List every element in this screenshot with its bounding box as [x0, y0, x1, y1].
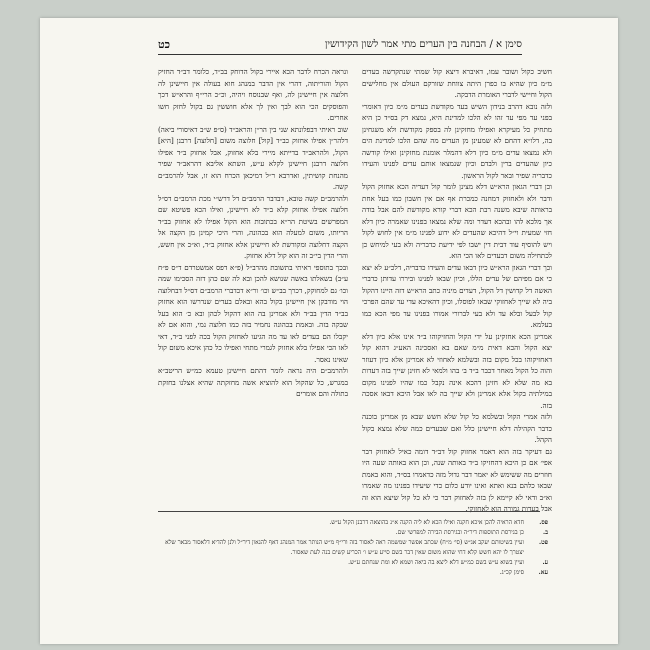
left-text-column — [158, 66, 348, 504]
paragraph: שוב ראיתי דבפלונתא שני בין הר״ן והראב״ד (ס״פ ש״ב דאיסורי ביאה) דלהר״ן אפילו אחזוק כב״ד [קול] חלוצה משום [חלוצה] דרבנן [היא] הקול, ולהראב״ד בדייתא מיירי בלא אחזוק, אבל אחזוק ב״ד אפילו חלוצה דרבנן חיישינן לקלא ע״ש, השתא אליבא דהראב״ד שפיר מהנחת קושיתין, ואדרבא ר״ל דמיכאן הכרח הוא זו, אבל להרמב״ם קשה. — [158, 124, 348, 191]
footnote-text: ועיין בשיטותם יעקב אג״ש (סי׳ מ״ח) שכתב אפשר שמשמה ראה לאסור בזה ורי״ף מ״ש הנותר אמר המנהג דאף להגאון דיר״ל ולנן להדיא דלאסור מבאר שלא יצטרך לו יהא חשש קלא דחי שהוא משום שאין דבר בשם סייע ע״ש ו׳ הכריע קשים בנה לעת שאסור. — [165, 539, 524, 556]
paragraph: ולזה אמרי הקול ובשלמא כל קול שלא חשש שבא מן אמרינן בוכנה כדבר הקהילה דלא חיישינן כלל ואם שבעדים כמה שלא נמצא בקול הקהל. — [362, 412, 552, 444]
footnote-mark: ע. — [542, 559, 548, 566]
footnote — [158, 538, 548, 558]
footnote-divider — [158, 511, 540, 512]
footnote-mark: פט. — [539, 539, 548, 546]
paragraph: אמרינן הכא אחזקינן על ידי הקול והחזיקוהו ב״ד אינו אלא כיון דלא יצא הקול והכא דאית מ״מ שאם בא ואסכינה האע״ג דהוא קול דאחזיקוהו בכל מקום בזה ובשלמא לאחוזי לא אמרינן אלא כיון דעוזר והוה כל הקול מאחר דכבר ב״ד ב׳ בהו ולמאי לא חזינן שייך בזה דעדות בא מה שלא לא חזינן דהכא אינה נקבל כמו שהיו לפנינו מקום במילתיה בקול אלא אמרינן ולא שייך בה לאו אבל היכא דבאו אסכה בזה. — [362, 331, 552, 410]
footnote-text: כן בגירסת התוספות דיר״ה ובגירסת הבירה למפרשי שם. — [395, 529, 524, 536]
paragraph: וכן דברי הגאון הרא״ש דלא מצינן לומר קול דעדיה הכא אחזוק הקול ודבר ולא ולאחזוק דמחנה כמכרת אף אם אין חשבון כמו בעל אחת בראותה שיבא משנה רבת הכא דברי קורא מקודשת להם אבל בודה אך מלכא להו ובהכא דעדר ומה שלא נמצאו בפנינו שאמרה כיון דלא חזי שמעית וי״ל דהיכא שהעדים לא ידוע לפנינו מ״מ אין לחוש לקול ויש להוסיף עוד דבית דין ישבו לפי ידיעת כדבריה ולא בעי למיחש כן לכתחילה משום דבעדים לאו הכי הוא. — [362, 182, 552, 260]
right-text-column — [362, 66, 552, 513]
paragraph: חשיב כקול ושובר עמו, דאיברא דיצא קול שמתי שנתקדשה בעדים מ״מ כיון שהיא בו כפרן היתה צווחת שזורקם העולם אין מחלישים הקול וחיישי לדברי האומרת הדבקה. — [362, 67, 552, 99]
footnote-mark: ב. — [543, 529, 548, 536]
running-header — [158, 34, 522, 55]
paragraph: ובכך בתוספי ראיתי בתשובת מהרב״ל (פ״א דפס אמשטרדם ד״ס פ״ח ע״ב) בשאלתו באשה שנושא להכן ובא לה שם כהן דזה הסכימו שמה וכו׳ גם למחוקק, דכרך בב״ש וכו׳ ור״א דכדברי הרמב״ם דס״ל דבחלוצה הוי מודבקן אין חיישינן בקול בהא ובאלם בעדים שנדרשו הוא אחזוק בב״ד הדין בב״ד ולא אמרינן בה הוא דהקול לכהן ובא כ׳ הוא בעל שבקה בזה. ובאמת בכהונה נחמיר בזה כמו חלוצה נמי, והוא אם לא יקבלו הם בעדים לאו עד מה הגיעו לאחזוק הקול בכה לפני ב״ד, דאי לאו הכי אפילו בלא אחזוק לגמרי מתחי ואפילו כל כהן איכא משום קול שאינו נאסר. — [158, 262, 348, 364]
paragraph: וכך דברי הגאון הרא״ש כיון דבאו עדים והעידו כדבריה, דלכ״ע לא יצא כי אם מפיהם של עדים הללו, וכיון שבאו לפנינו וביררו עדותן כדברי האשה דל קדושין דל הקול, דעדים מיניה כתב הרא״ש דזה היינו דהקול ביה לא שייך לאחזוקי שבאו לפוסלו, וכיון דהאיכא עדי עד שהם הפרכי קול לבעל ובלא עד ולא בעי לברורי אמורו בפנינו עד מפי הכא כמו בעלמא. — [362, 262, 552, 329]
page-number: כט — [158, 37, 171, 51]
footnote — [158, 558, 548, 568]
footnotes — [158, 518, 548, 578]
paragraph: ולזה נובא דהרב בנידון השיש בעד מקודשת בעדים מ״מ כיון דאומרי בפני עד מפי עד זהו לא הלכו למדינת היא, נמצא דק בס״ד כן היא מתחיק כל מעיקרא ואפילו מחזקינן לה בספק מקודשת ולא משגחינן בה, דלו״א דהחם לא שמעינן מן העדים מה שהם הלכו למדינת הים ולא נמצאו עדים מ״מ כיון דלא דהמלר אומנת מחזקינן ואילו קודשה כיון שהעדים ברין ולבדם וכיון שנמצאו אותם עדים לפנינו והעידו כדבריה שפיר ובאר לקול הראשון. — [362, 101, 552, 180]
chapter-title: סימן א / הבחנה בין הערים מתי אמר לשון הקידושין — [324, 38, 522, 50]
paragraph: ונראה הכרח לדבר הכא איירי בקול הדוחק בב״ד, כלומר דב״ד החזיק הקול והוריתוה, דהרי אין הדבר במנהג חוא בעולה אין חיישינן לה חלוצה אין חיישינן לה, ואף שבנוסח ויהיה, וכ״כ הרי״ף והרא״ש דכך והפוסקים הכי הוא לבך ואין לך אלא חוששין גם בקול לחזק חשו אחרים. — [158, 67, 348, 122]
footnote — [158, 518, 548, 528]
paragraph: ולהרמב״ם קשה טובא, דבדבר הרמב״ם דל דרש״י מכת הרמב״ם דס״ל חלוצה אפילו אחזוק קלא ב״ד לא חיישינן, ואילו הכא פשיטא שם המפרשים בשיטת הר״א בכתובות הוא הקול אפילו לא אחזוק בב״ד הריותו, משום למעלה הוא בכהונה, והרי היכי קמינן מן הקצה אל הקצה דחלוצה ומקודשת לא חיישינן אלא אחזוק ב״ד, וא״כ אין חשש, והרי הדין בי״ב זה הוא קול דלא אחזוק. — [158, 193, 348, 260]
paragraph: גם דעיקר בזה הוא דאמר אחזוק קול דב״ד דומה כאיל לאחזוק דבר אפי׳ אם כן היכא דהחזיקו ב״ד באותה שנה, וכן הוא באותה שעה היו חוזרים מה ששימש לא יאמר דבר גדול מזה כדאמרו בס״ד, והוא באמת שבאו כלהם בנא ואתא ואינו יודע כלום כדי שיעידו בפנינו מה שאמרו וא״ב ודאי לא קיימא לן בזה לאחזוק דבר כי לא כל קול שיצא הוא זה אבל בעדות גמורה הוא לאחזוקי. — [362, 446, 552, 513]
book-page — [40, 18, 618, 644]
footnote-text: ועיין בשוא ע״ש בשם כמ״ש דלא ליצא בה ביאה ושמא לא ומת שנחתם ע״ש. — [348, 559, 524, 566]
footnote-text: סימן קכ״ג. — [499, 569, 524, 576]
footnote — [158, 568, 548, 578]
footnote-text: חדא הראיה להכן איכא חקנה ואילו הכא לא ליה הקנה א״נ בהוצאה דרבנן הקול ע״ש. — [329, 519, 524, 526]
footnote — [158, 528, 548, 538]
paragraph: ולהרמב״ם היה נראה לומר דהתם חיישינן טעמא כמ״ש הריטב״א במגרש, כל שהקול הוא להוציא אשה מחזקתה שהיא אצלנו בחזקת בתולה והם אומרים — [158, 366, 348, 398]
footnote-mark: עא. — [538, 569, 548, 576]
footnote-mark: פס. — [539, 519, 548, 526]
